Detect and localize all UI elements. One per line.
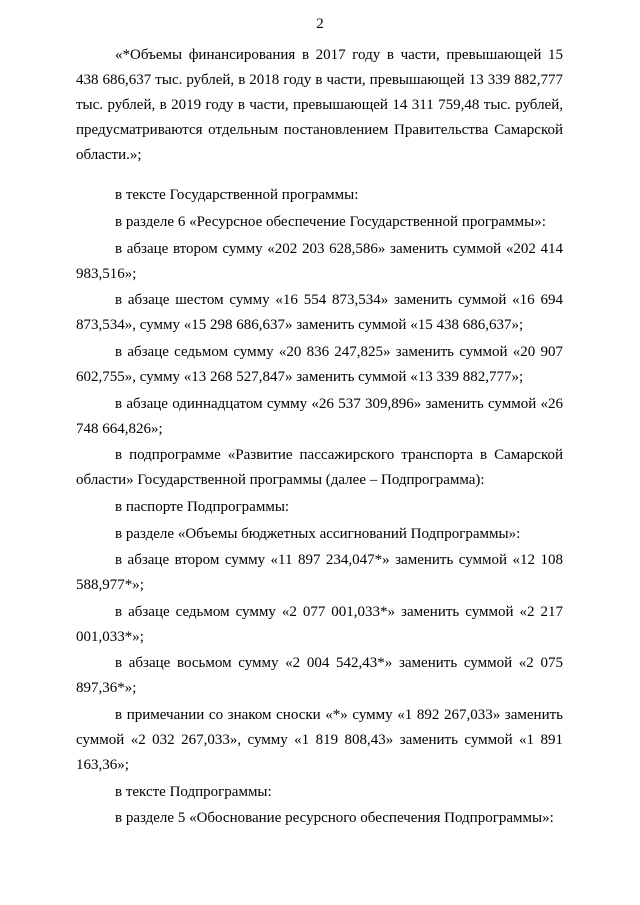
paragraph-program-text: в тексте Государственной программы:	[115, 187, 359, 204]
paragraph-sub-abzac-7: в абзаце седьмом сумму «2 077 001,033*» заменить суммой «2 217 001,033*»;	[76, 603, 563, 645]
paragraph-footnote-note: в примечании со знаком сноски «*» сумму «1 892 267,033» заменить суммой «2 032 267,033», сумму «1 819 808,43» заменить суммой «1 891 163,36»;	[76, 707, 563, 774]
paragraph-footnote-funding: «*Объемы финансирования в 2017 году в части, превышающей 15 438 686,637 тыс. рублей, в 2018 году в части, превышающей 13 339 882,777 тыс. рублей, в 2019 году в части, превышающей 14 311 759,48 тыс. рублей, предусматриваются отдельным постановлением Правительства Самарской области.»;	[76, 47, 563, 163]
paragraph-abzac-2: в абзаце втором сумму «202 203 628,586» заменить суммой «202 414 983,516»;	[76, 240, 563, 282]
paragraph-abzac-6: в абзаце шестом сумму «16 554 873,534» заменить суммой «16 694 873,534», сумму «15 298 686,637» заменить суммой «15 438 686,637»;	[76, 292, 563, 334]
document-body	[76, 43, 563, 833]
paragraph-passport: в паспорте Подпрограммы:	[115, 498, 290, 515]
paragraph-sub-abzac-2: в абзаце втором сумму «11 897 234,047*» заменить суммой «12 108 588,977*»;	[76, 552, 563, 594]
paragraph-abzac-7: в абзаце седьмом сумму «20 836 247,825» заменить суммой «20 907 602,755», сумму «13 268 527,847» заменить суммой «13 339 882,777»;	[76, 343, 563, 385]
paragraph-section-6: в разделе 6 «Ресурсное обеспечение Государственной программы»:	[115, 214, 546, 231]
paragraph-sub-abzac-8: в абзаце восьмом сумму «2 004 542,43*» заменить суммой «2 075 897,36*»;	[76, 655, 563, 697]
paragraph-abzac-11: в абзаце одиннадцатом сумму «26 537 309,896» заменить суммой «26 748 664,826»;	[76, 395, 563, 437]
page-number: 2	[316, 16, 324, 32]
paragraph-subprogram-text: в тексте Подпрограммы:	[115, 783, 272, 800]
paragraph-budget-section: в разделе «Объемы бюджетных ассигнований Подпрограммы»:	[115, 525, 521, 542]
paragraph-subprogram: в подпрограмме «Развитие пассажирского транспорта в Самарской области» Государственной программы (далее – Подпрограмма):	[76, 447, 563, 489]
paragraph-section-5: в разделе 5 «Обоснование ресурсного обеспечения Подпрограммы»:	[115, 810, 554, 827]
